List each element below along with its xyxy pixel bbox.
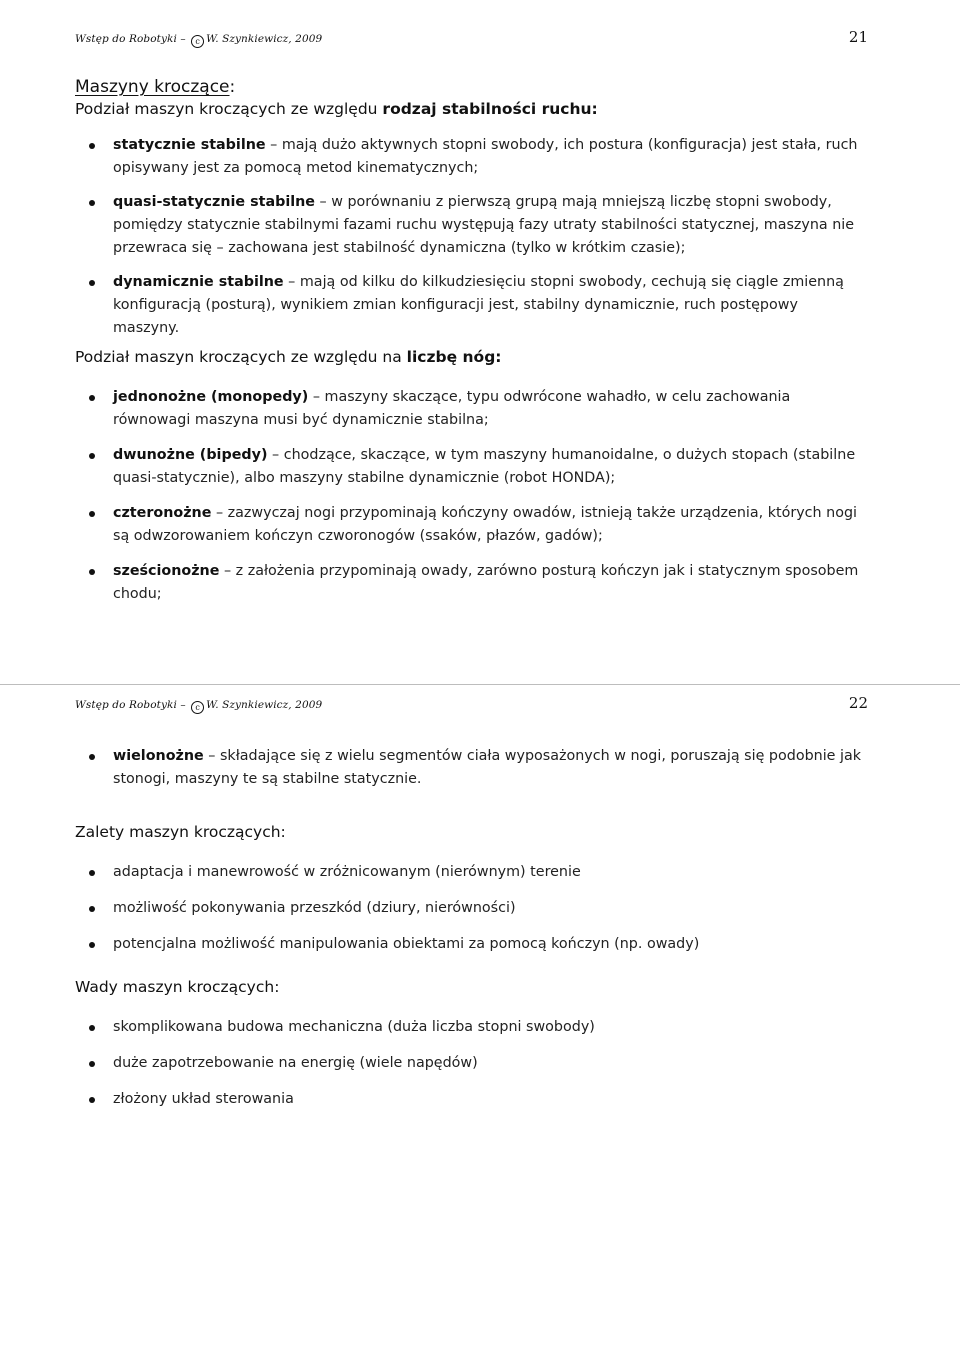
title-colon: : bbox=[229, 77, 236, 97]
page-header bbox=[75, 30, 866, 66]
list-item bbox=[75, 191, 866, 260]
disadvantages-list bbox=[75, 1016, 866, 1111]
list-item bbox=[75, 271, 866, 340]
list-item bbox=[75, 386, 866, 432]
running-header bbox=[75, 33, 322, 48]
bullet-icon bbox=[89, 906, 95, 912]
item-text: – z założenia przypominają owady, zarówno posturą kończyn jak i statycznym sposobem chodu; bbox=[113, 563, 859, 602]
bullet-icon bbox=[89, 754, 95, 760]
item-text: duże zapotrzebowanie na energię (wiele napędów) bbox=[113, 1055, 478, 1071]
lead-bold: rodzaj stabilności ruchu: bbox=[382, 100, 598, 118]
header-course: Wstęp do Robotyki – bbox=[75, 699, 186, 711]
item-text: adaptacja i manewrowość w zróżnicowanym (nierównym) terenie bbox=[113, 864, 581, 880]
advantages-heading: Zalety maszyn kroczących: bbox=[75, 823, 286, 841]
item-term: statycznie stabilne bbox=[113, 137, 266, 153]
list-item bbox=[75, 1052, 866, 1075]
bullet-icon bbox=[89, 200, 95, 206]
item-term: quasi-statycznie stabilne bbox=[113, 194, 315, 210]
item-term: wielonożne bbox=[113, 748, 204, 764]
bullet-icon bbox=[89, 280, 95, 286]
page-22 bbox=[0, 684, 960, 1367]
division-stability-lead bbox=[75, 98, 866, 120]
list-item bbox=[75, 560, 866, 606]
bullet-icon bbox=[89, 1097, 95, 1103]
list-item bbox=[75, 897, 866, 920]
item-text: – w porównaniu z pierwszą grupą mają mniejszą liczbę stopni swobody, pomiędzy statycznie stabilnymi fazami ruchu występują fazy utraty stabilności statycznej, maszyna nie przewraca się – zachowana jest stabilność dynamiczna (tylko w krótkim czasie); bbox=[113, 194, 855, 256]
list-item bbox=[75, 444, 866, 490]
legs-list bbox=[75, 386, 866, 606]
item-text: – składające się z wielu segmentów ciała wyposażonych w nogi, poruszają się podobnie jak stonogi, maszyny te są stabilne statycznie. bbox=[113, 748, 862, 787]
list-item bbox=[75, 861, 866, 884]
bullet-icon bbox=[89, 870, 95, 876]
item-text: skomplikowana budowa mechaniczna (duża liczba stopni swobody) bbox=[113, 1019, 595, 1035]
item-term: dwunożne (bipedy) bbox=[113, 447, 268, 463]
lead-bold: liczbę nóg: bbox=[406, 348, 502, 366]
header-author: W. Szynkiewicz, 2009 bbox=[206, 699, 323, 711]
item-term: czteronożne bbox=[113, 505, 212, 521]
title-text: Maszyny kroczące bbox=[75, 77, 230, 97]
item-text: potencjalna możliwość manipulowania obiektami za pomocą kończyn (np. owady) bbox=[113, 936, 700, 952]
item-term: dynamicznie stabilne bbox=[113, 274, 284, 290]
header-course: Wstęp do Robotyki – bbox=[75, 33, 186, 45]
running-header bbox=[75, 699, 322, 714]
item-text: złożony układ sterowania bbox=[113, 1091, 294, 1107]
page-number: 21 bbox=[848, 28, 868, 46]
advantages-list bbox=[75, 861, 866, 956]
bullet-icon bbox=[89, 1061, 95, 1067]
list-item bbox=[75, 502, 866, 548]
bullet-icon bbox=[89, 511, 95, 517]
page-header bbox=[75, 696, 866, 732]
lead-text: Podział maszyn kroczących ze względu na bbox=[75, 348, 407, 366]
list-item bbox=[75, 933, 866, 956]
item-text: – chodzące, skaczące, w tym maszyny humanoidalne, o dużych stopach (stabilne quasi-statycznie), albo maszyny stabilne dynamicznie (robot HONDA); bbox=[113, 447, 856, 486]
division-legs-lead bbox=[75, 346, 866, 368]
bullet-icon bbox=[89, 453, 95, 459]
legs-list-continued bbox=[75, 745, 866, 791]
list-item bbox=[75, 1016, 866, 1039]
header-author: W. Szynkiewicz, 2009 bbox=[206, 33, 323, 45]
item-term: sześcionożne bbox=[113, 563, 220, 579]
item-text: możliwość pokonywania przeszkód (dziury, nierówności) bbox=[113, 900, 516, 916]
bullet-icon bbox=[89, 569, 95, 575]
bullet-icon bbox=[89, 942, 95, 948]
list-item bbox=[75, 745, 866, 791]
copyright-icon: c bbox=[191, 35, 204, 48]
section-title bbox=[75, 76, 866, 98]
item-text: – mają od kilku do kilkudziesięciu stopni swobody, cechują się ciągle zmienną konfiguracją (posturą), wynikiem zmian konfiguracji jest, stabilny dynamicznie, ruch postępowy maszyny. bbox=[113, 274, 844, 336]
item-text: – mają dużo aktywnych stopni swobody, ich postura (konfiguracja) jest stała, ruch opisywany jest za pomocą metod kinematycznych; bbox=[113, 137, 858, 176]
bullet-icon bbox=[89, 1025, 95, 1031]
item-text: – zazwyczaj nogi przypominają kończyny owadów, istnieją także urządzenia, których nogi są odwzorowaniem kończyn czworonogów (ssaków, płazów, gadów); bbox=[113, 505, 858, 544]
copyright-icon: c bbox=[191, 701, 204, 714]
item-text: – maszyny skaczące, typu odwrócone wahadło, w celu zachowania równowagi maszyna musi być dynamicznie stabilna; bbox=[113, 389, 791, 428]
list-item bbox=[75, 1088, 866, 1111]
bullet-icon bbox=[89, 395, 95, 401]
list-item bbox=[75, 134, 866, 180]
disadvantages-heading: Wady maszyn kroczących: bbox=[75, 978, 280, 996]
page-number: 22 bbox=[848, 694, 868, 712]
lead-text: Podział maszyn kroczących ze względu bbox=[75, 100, 383, 118]
stability-list bbox=[75, 134, 866, 340]
bullet-icon bbox=[89, 143, 95, 149]
item-term: jednonożne (monopedy) bbox=[113, 389, 309, 405]
